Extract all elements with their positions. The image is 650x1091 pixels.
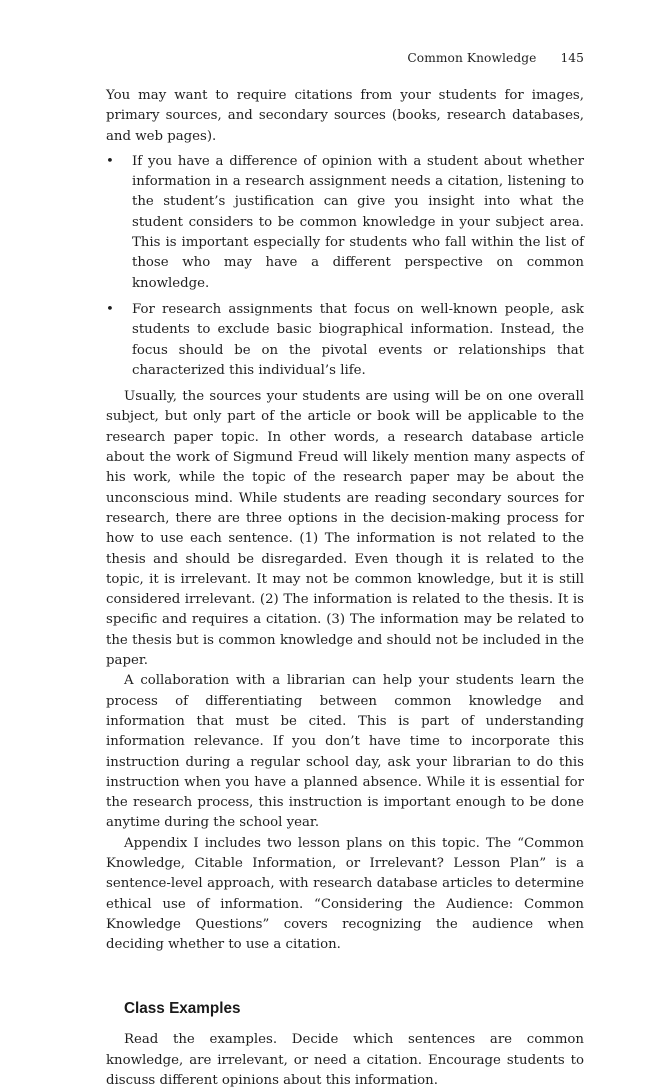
intro-paragraph: You may want to require citations from your students for images, primary sources, and secondary sources (books, research databases, and web pages). — [106, 88, 584, 144]
page-number: 145 — [560, 51, 584, 65]
body-paragraph: A collaboration with a librarian can help your students learn the process of differentiating between common knowledge and information that must be cited. This is part of understanding information relevance. If you don’t have time to incorporate this instruction during a regular school day, ask your librarian to do this instruction when you have a planned absence. While it is essential for the research process, this instruction is important enough to be done anytime during the school year. — [106, 673, 584, 831]
running-head — [106, 50, 584, 66]
bullet-item — [106, 152, 584, 294]
bullet-list — [106, 152, 584, 381]
bullet-item — [106, 300, 584, 381]
bullet-text: For research assignments that focus on well-known people, ask students to exclude basic biographical information. Instead, the focus should be on the pivotal events or relationships that characterized this individual’s life. — [132, 301, 584, 378]
section-heading: Class Examples — [124, 1000, 241, 1018]
bullet-icon: • — [106, 301, 114, 317]
running-head-title: Common Knowledge — [407, 51, 537, 65]
bullet-text: If you have a difference of opinion with a student about whether information in a research assignment needs a citation, listening to the student’s justification can give you insight into what the student considers to be common knowledge in your subject area. This is important especially for students who fall within the list of those who may have a different perspective on common knowledge. — [132, 153, 584, 291]
page-body — [106, 86, 584, 1091]
bullet-icon: • — [106, 153, 114, 169]
body-paragraph: Appendix I includes two lesson plans on this topic. The “Common Knowledge, Citable Information, or Irrelevant? Lesson Plan” is a sentence-level approach, with research database articles to determine ethical use of information. “Considering the Audience: Common Knowledge Questions” covers recognizing the audience when deciding whether to use a citation. — [106, 835, 584, 953]
section-paragraph: Read the examples. Decide which sentences are common knowledge, are irrelevant, or need a citation. Encourage students to discuss different opinions about this information. — [106, 1032, 584, 1089]
body-paragraph: Usually, the sources your students are using will be on one overall subject, but only part of the article or book will be applicable to the research paper topic. In other words, a research database article about the work of Sigmund Freud will likely mention many aspects of his work, while the topic of the research paper may be about the unconscious mind. While students are reading secondary sources for research, there are three options in the decision-making process for how to use each sentence. (1) The information is not related to the thesis and should be disregarded. Even though it is related to the topic, it is irrelevant. It may not be common knowledge, but it is still considered irrelevant. (2) The information is related to the thesis. It is specific and requires a citation. (3) The information may be related to the thesis but is common knowledge and should not be included in the paper. — [106, 389, 584, 669]
